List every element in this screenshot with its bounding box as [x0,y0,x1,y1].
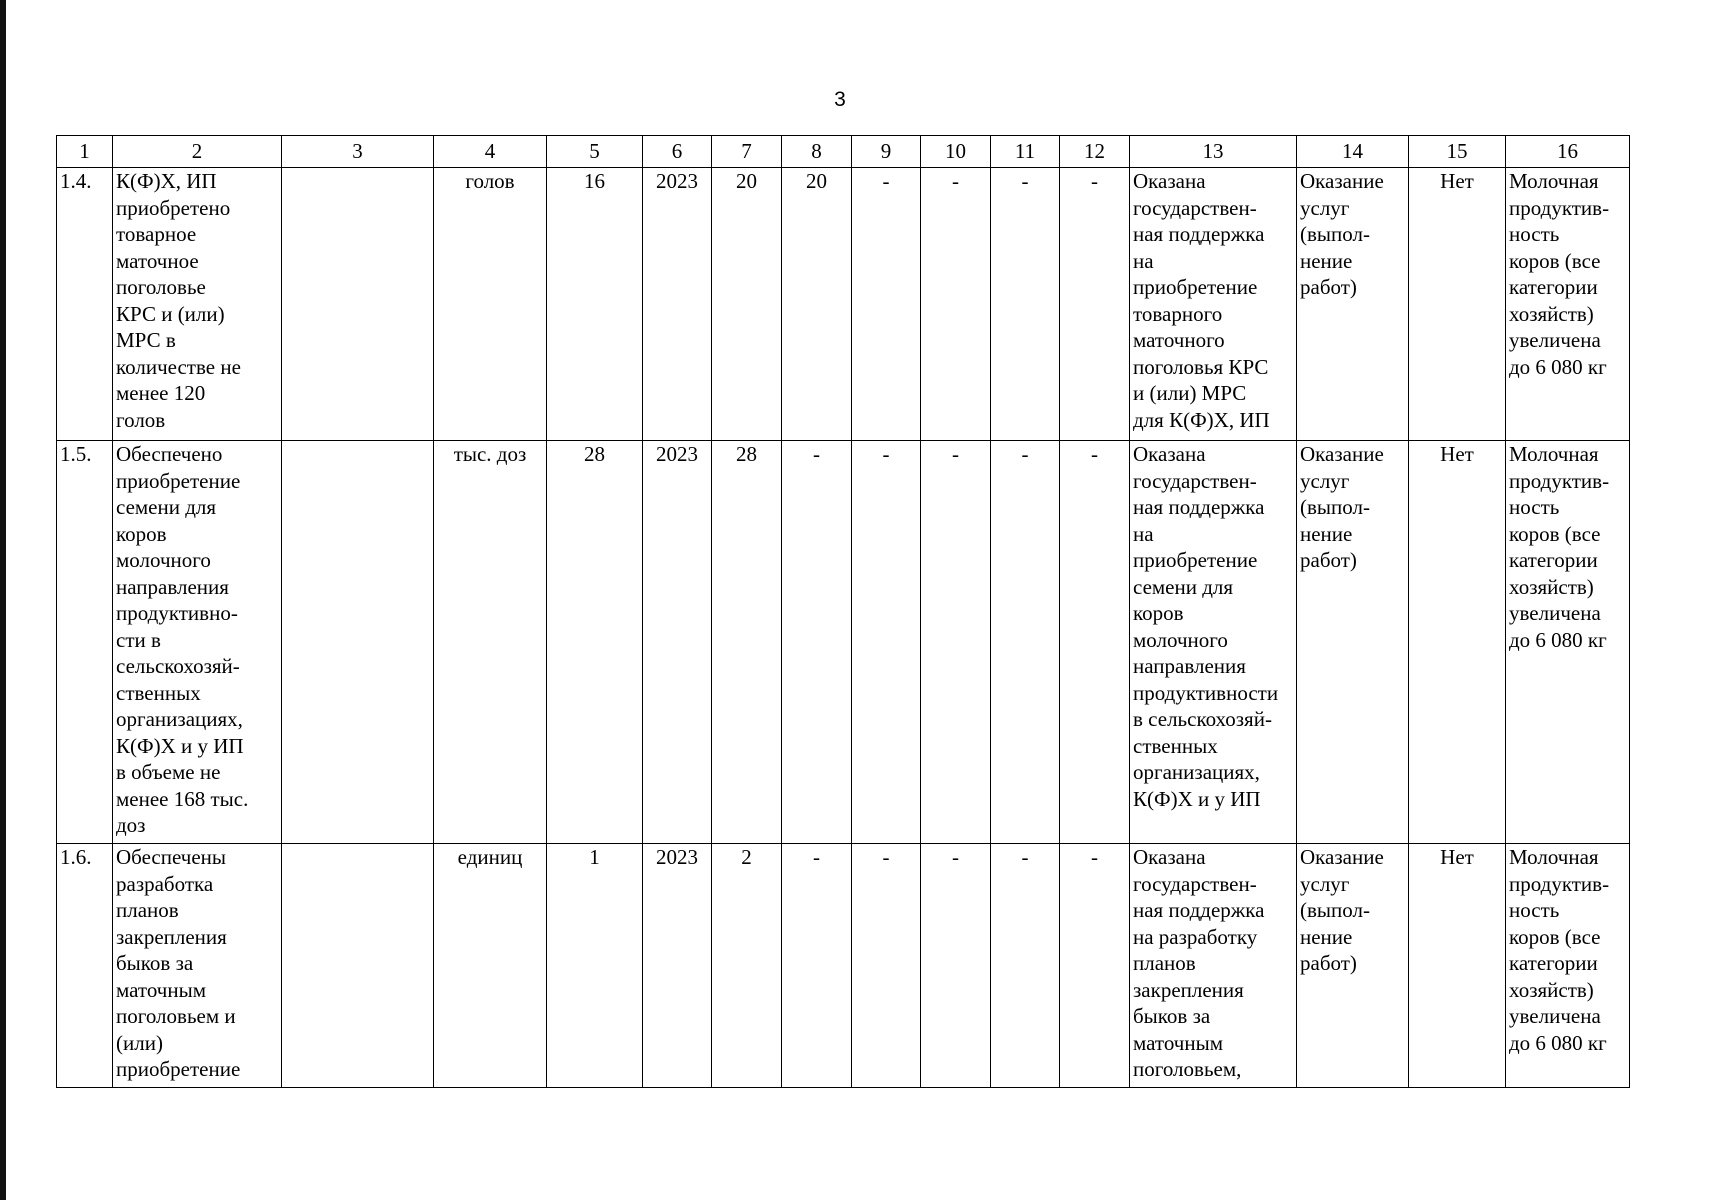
type-cell: Оказание услуг (выпол- нение работ) [1297,168,1409,441]
value-cell: - [852,844,921,1088]
value-cell: - [921,441,991,844]
unit-cell: единиц [434,844,547,1088]
column-number: 8 [782,136,852,168]
column-number: 10 [921,136,991,168]
value-cell: - [852,441,921,844]
column-number: 7 [712,136,782,168]
value-cell: 20 [782,168,852,441]
row-number: 1.6. [57,844,113,1088]
value-cell: - [1060,844,1130,1088]
value-cell: - [991,844,1060,1088]
column-number: 9 [852,136,921,168]
description-cell: Оказана государствен- ная поддержка на разработку планов закрепления быков за маточным поголовьем, [1130,844,1297,1088]
value-cell: - [782,441,852,844]
value-cell: - [782,844,852,1088]
unit-cell: тыс. доз [434,441,547,844]
type-cell: Оказание услуг (выпол- нение работ) [1297,441,1409,844]
value-cell: 20 [712,168,782,441]
base-year-cell: 2023 [643,441,712,844]
table-row [57,844,1630,1088]
column-number: 3 [282,136,434,168]
column-number: 2 [113,136,282,168]
value-cell: - [921,168,991,441]
column-number: 5 [547,136,643,168]
column-number: 4 [434,136,547,168]
row-number: 1.5. [57,441,113,844]
description-cell: Оказана государствен- ная поддержка на приобретение товарного маточного поголовья КРС и (или) МРС для К(Ф)Х, ИП [1130,168,1297,441]
value-cell: - [1060,441,1130,844]
flag-cell: Нет [1409,844,1506,1088]
flag-cell: Нет [1409,441,1506,844]
measure-name: К(Ф)Х, ИП приобретено товарное маточное поголовье КРС и (или) МРС в количестве не менее 120 голов [113,168,282,441]
empty-cell [282,844,434,1088]
column-number: 6 [643,136,712,168]
base-year-cell: 2023 [643,168,712,441]
base-value-cell: 28 [547,441,643,844]
page-number: 3 [834,88,846,111]
result-cell: Молочная продуктив- ность коров (все категории хозяйств) увеличена до 6 080 кг [1506,441,1630,844]
value-cell: - [1060,168,1130,441]
measure-name: Обеспечено приобретение семени для коров молочного направления продуктивно- сти в сельскохозяй- ственных организациях, К(Ф)Х и у ИП в объеме не менее 168 тыс. доз [113,441,282,844]
column-number: 15 [1409,136,1506,168]
base-value-cell: 1 [547,844,643,1088]
column-number: 1 [57,136,113,168]
type-cell: Оказание услуг (выпол- нение работ) [1297,844,1409,1088]
flag-cell: Нет [1409,168,1506,441]
table-row [57,441,1630,844]
result-cell: Молочная продуктив- ность коров (все категории хозяйств) увеличена до 6 080 кг [1506,168,1630,441]
result-cell: Молочная продуктив- ность коров (все категории хозяйств) увеличена до 6 080 кг [1506,844,1630,1088]
unit-cell: голов [434,168,547,441]
table-row [57,168,1630,441]
column-number: 14 [1297,136,1409,168]
measures-table [56,135,1630,1088]
value-cell: - [991,441,1060,844]
value-cell: 2 [712,844,782,1088]
value-cell: - [852,168,921,441]
base-value-cell: 16 [547,168,643,441]
empty-cell [282,168,434,441]
value-cell: - [991,168,1060,441]
column-number: 11 [991,136,1060,168]
description-cell: Оказана государствен- ная поддержка на приобретение семени для коров молочного направления продуктивности в сельскохозяй- ственных организациях, К(Ф)Х и у ИП [1130,441,1297,844]
column-number: 16 [1506,136,1630,168]
base-year-cell: 2023 [643,844,712,1088]
scan-left-edge [0,0,6,1200]
column-number-row [57,136,1630,168]
column-number: 13 [1130,136,1297,168]
row-number: 1.4. [57,168,113,441]
value-cell: - [921,844,991,1088]
column-number: 12 [1060,136,1130,168]
measure-name: Обеспечены разработка планов закрепления быков за маточным поголовьем и (или) приобретение [113,844,282,1088]
empty-cell [282,441,434,844]
value-cell: 28 [712,441,782,844]
